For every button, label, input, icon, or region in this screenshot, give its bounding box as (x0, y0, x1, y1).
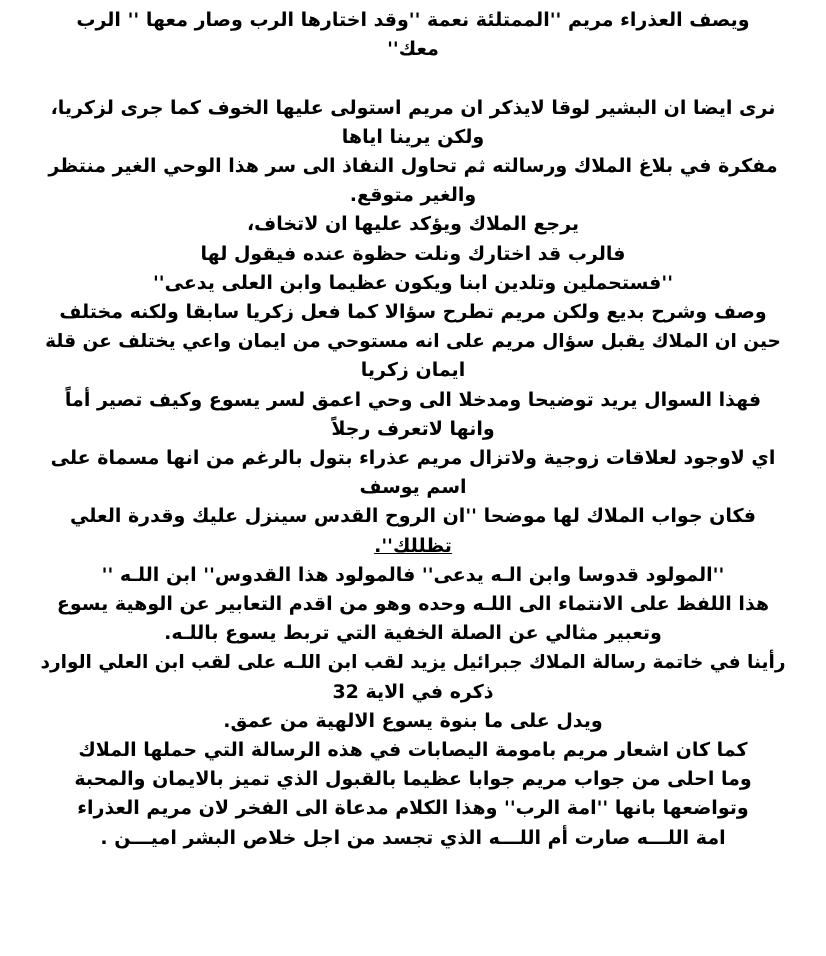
text-line: والغير متوقع. (349, 184, 477, 207)
text-line: وصف وشرح بديع ولكن مريم تطرح سؤالا كما فعل زكريا سابقا ولكنه مختلف (59, 301, 767, 324)
text-line: ويصف العذراء مريم ''الممتلئة نعمة ''وقد اختارها الرب وصار معها '' الرب (76, 9, 750, 31)
text-line: يرجع الملاك ويؤكد عليها ان لاتخاف، (246, 213, 580, 236)
text-line: فكان جواب الملاك لها موضحا ''ان الروح القدس سينزل عليك وقدرة العلي (70, 505, 756, 528)
text-line: ايمان زكريا (360, 359, 466, 382)
quote-line: ''المولود قدوسا وابن الـه يدعى'' فالمولود هذا القدوس'' ابن اللـه '' (101, 563, 725, 586)
document-page (40, 6, 786, 853)
text-line: امة اللـــه صارت أم اللـــه الذي تجسد من اجل خلاص البشر اميـــن . (100, 826, 726, 849)
text-line: وتواضعها بانها ''امة الرب'' وهذا الكلام مدعاة الى الفخر لان مريم العذراء (77, 797, 749, 820)
text-line: كما كان اشعار مريم بامومة اليصابات في هذه الرسالة التي حملها الملاك (78, 739, 748, 762)
text-line: فالرب قد اختارك ونلت حظوة عنده فيقول لها (200, 242, 626, 265)
text-line: ولكن يرينا اياها (341, 125, 485, 148)
text-line: نرى ايضا ان البشير لوقا لايذكر ان مريم استولى عليها الخوف كما جرى لزكريا، (50, 96, 776, 119)
text-line: ذكره في الاية 32 (332, 680, 494, 703)
text-line: معك'' (387, 38, 439, 61)
quote-line: ''فستحملين وتلدين ابنا ويكون عظيما وابن العلى يدعى'' (152, 271, 674, 294)
text-line: اي لاوجود لعلاقات زوجية ولاتزال مريم عذراء بتول بالرغم من انها مسماة على (50, 447, 776, 470)
text-line: هذا اللفظ على الانتماء الى اللـه وحده وهو من اقدم التعابير عن الوهية يسوع (56, 593, 770, 616)
text-line: وانها لاتعرف رجلاً (331, 417, 495, 440)
text-line: اسم يوسف (359, 476, 467, 499)
text-line: حين ان الملاك يقبل سؤال مريم على انه مستوحي من ايمان واعي يختلف عن قلة (45, 331, 781, 353)
text-line: فهذا السوال يريد توضيحا ومدخلا الى وحي اعمق لسر يسوع وكيف تصير أماً (64, 388, 762, 411)
text-line: ويدل على ما بنوة يسوع الالهية من عمق. (223, 709, 603, 732)
text-line: وتعبير مثالي عن الصلة الخفية التي تربط يسوع باللـه. (164, 622, 662, 645)
blank-line (40, 64, 786, 93)
text-line: رأينا في خاتمة رسالة الملاك جبرائيل يزيد لقب ابن اللـه على لقب ابن العلي الوارد (40, 652, 786, 674)
text-line: مفكرة في بلاغ الملاك ورسالته ثم تحاول النفاذ الى سر هذا الوحي الغير منتظر (48, 155, 778, 177)
text-line: وما احلى من جواب مريم جوابا عظيما بالقبول الذي تميز بالايمان والمحبة (74, 768, 752, 791)
underlined-line: تظللك''. (374, 534, 452, 557)
